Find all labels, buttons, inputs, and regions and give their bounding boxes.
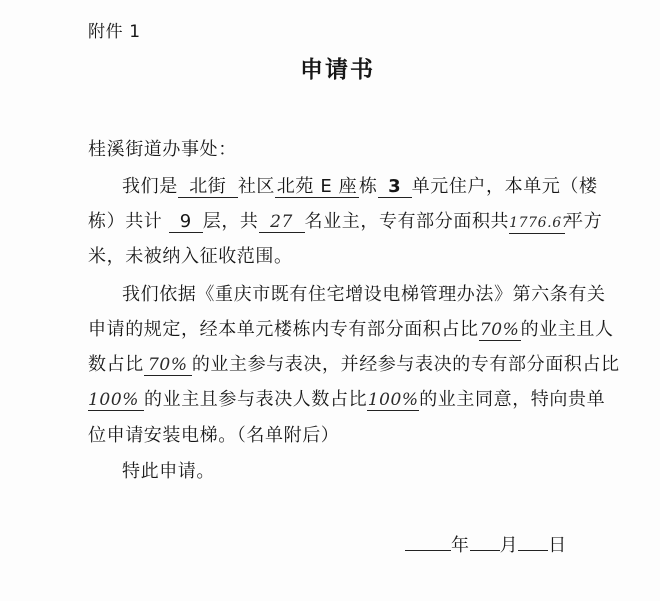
date-line: [405, 534, 567, 558]
people-participate-field: 70%: [144, 355, 192, 376]
addressee: 桂溪街道办事处：: [88, 139, 237, 160]
text: 平方: [565, 211, 603, 232]
year-blank: [405, 550, 451, 551]
community-field: 北街: [178, 177, 238, 198]
text: 我们是: [122, 176, 178, 197]
text: 社区: [237, 176, 276, 197]
text: 栋）共计: [88, 211, 163, 232]
para1-line3: 米，未被纳入征收范围。: [88, 246, 293, 267]
text: 的业主且人: [520, 319, 614, 340]
para1-line1: [122, 175, 598, 199]
area-field: 1776.67: [509, 213, 565, 234]
text: 的业主同意，特向贵单: [419, 389, 606, 410]
text: 单元住户，本单元（楼: [411, 176, 598, 197]
owners-field: 27: [259, 212, 305, 233]
day-blank: [518, 550, 548, 551]
para1-line2: [88, 210, 602, 234]
year-label: 年: [451, 535, 470, 556]
month-blank: [470, 550, 500, 551]
area-participate-field: 70%: [479, 320, 520, 340]
para2-line2: [88, 318, 614, 342]
month-label: 月: [499, 535, 519, 556]
para2-line1: 我们依据《重庆市既有住宅增设电梯管理办法》第六条有关: [122, 284, 606, 305]
text: 数占比: [88, 354, 144, 375]
annex-label: 附件 1: [88, 22, 141, 42]
building-field: 北苑 E 座: [276, 176, 358, 197]
text: 名业主，专有部分面积共: [304, 211, 510, 232]
text: 申请的规定，经本单元楼栋内专有部分面积占比: [88, 319, 479, 340]
floors-field: 9: [169, 212, 203, 233]
text: 的业主参与表决，并经参与表决的专有部分面积占比: [191, 354, 620, 375]
people-agree-field: 100%: [367, 390, 419, 410]
day-label: 日: [548, 535, 567, 556]
para2-line3: [88, 353, 620, 377]
text: 的业主且参与表决人数占比: [144, 389, 368, 410]
document-title: 申请书: [300, 57, 375, 83]
para2-line4: [88, 388, 605, 412]
text: 层，共: [202, 211, 259, 232]
para2-line5: 位申请安装电梯。（名单附后）: [88, 425, 340, 446]
text: 栋: [359, 176, 378, 197]
area-agree-field: 100%: [88, 390, 144, 411]
closing: 特此申请。: [122, 461, 215, 482]
unit-field: 3: [378, 177, 412, 198]
